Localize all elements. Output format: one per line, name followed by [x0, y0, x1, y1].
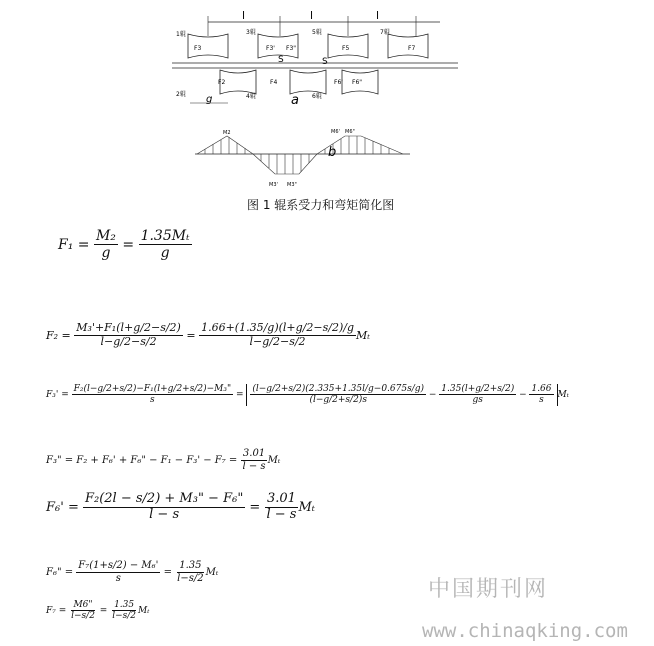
- svg-text:7辊: 7辊: [380, 29, 390, 36]
- equation-5: F₆' = $\frac{\text{F₂(2l − s/2) + M₃" − F₆"}}{l - s}$ = $\frac{3.01}{l - s}$ Mₜ: [46, 491, 315, 522]
- svg-text:F6': F6': [334, 79, 343, 86]
- svg-text:S: S: [278, 55, 284, 65]
- svg-text:F4: F4: [270, 79, 278, 86]
- svg-text:6辊: 6辊: [312, 93, 322, 100]
- svg-text:5辊: 5辊: [312, 29, 322, 36]
- equation-7: F₇ = $\frac{M6"}{l-s/2}$ = $\frac{1.35}{l-s/2}$ Mₜ: [46, 600, 150, 622]
- svg-text:F7: F7: [408, 45, 416, 52]
- sublabel-b: b: [328, 145, 337, 160]
- equation-3: F₃' = $\frac{\text{F₂(l−g/2+s/2)−F₁(l+g/2+s/2)−M₃"}}{s}$ = $\frac{(l-g/2+s/2)(2.335+1.35l/g-0.675s/g)}{(l-g/2+s/2)s}$ − $\frac{1.35(l+g/2+s/2)}{gs}$ − $\frac{1.66}{s}$ Mₜ: [46, 384, 569, 406]
- svg-text:2辊: 2辊: [176, 91, 186, 98]
- roll-system-figure: [170, 8, 460, 112]
- svg-text:F5: F5: [342, 45, 350, 52]
- svg-text:3辊: 3辊: [246, 29, 256, 36]
- svg-text:F2: F2: [218, 79, 226, 86]
- dim-l-1: l: [242, 9, 246, 22]
- sublabel-a: a: [291, 93, 299, 108]
- svg-text:M6": M6": [345, 129, 355, 135]
- svg-text:4辊: 4辊: [246, 93, 256, 100]
- watermark-url: www.chinaqking.com: [422, 620, 628, 642]
- svg-text:g: g: [206, 94, 213, 105]
- svg-text:F3': F3': [266, 45, 275, 52]
- dim-l-3: l: [376, 9, 380, 22]
- dim-l-2: l: [310, 9, 314, 22]
- watermark-cn: 中国期刊网: [428, 577, 549, 602]
- figure-caption: 图 1 辊系受力和弯矩简化图: [247, 198, 395, 212]
- svg-text:F6": F6": [352, 79, 363, 86]
- moment-diagram: [195, 124, 410, 196]
- svg-text:M3": M3": [287, 182, 297, 188]
- equation-2: F₂ = $\frac{\text{M₃'+F₁(l+g/2−s/2)}}{l-g/2-s/2}$ = $\frac{1.66+(1.35/g)(l+g/2-s/2)/g}{l-g/2-s/2}$ Mₜ: [46, 321, 370, 348]
- svg-text:1辊: 1辊: [176, 31, 186, 38]
- svg-text:F3": F3": [286, 45, 297, 52]
- svg-text:M3': M3': [269, 182, 278, 188]
- equation-4: F₃" = F₂ + F₆' + F₆" − F₁ − F₃' − F₇ = $\frac{3.01}{l - s}$ Mₜ: [46, 448, 281, 472]
- svg-text:F3: F3: [194, 45, 202, 52]
- svg-text:M6': M6': [331, 129, 340, 135]
- equation-6: F₆" = $\frac{\text{F₇(1+s/2) − M₆'}}{s}$ = $\frac{1.35}{l-s/2}$ Mₜ: [46, 560, 219, 584]
- svg-text:M2: M2: [223, 130, 231, 136]
- equation-1: F₁ = $\frac{\text{M₂}}{g}$ = $\frac{\text{1.35Mₜ}}{g}$: [58, 228, 190, 262]
- svg-text:S: S: [322, 57, 328, 67]
